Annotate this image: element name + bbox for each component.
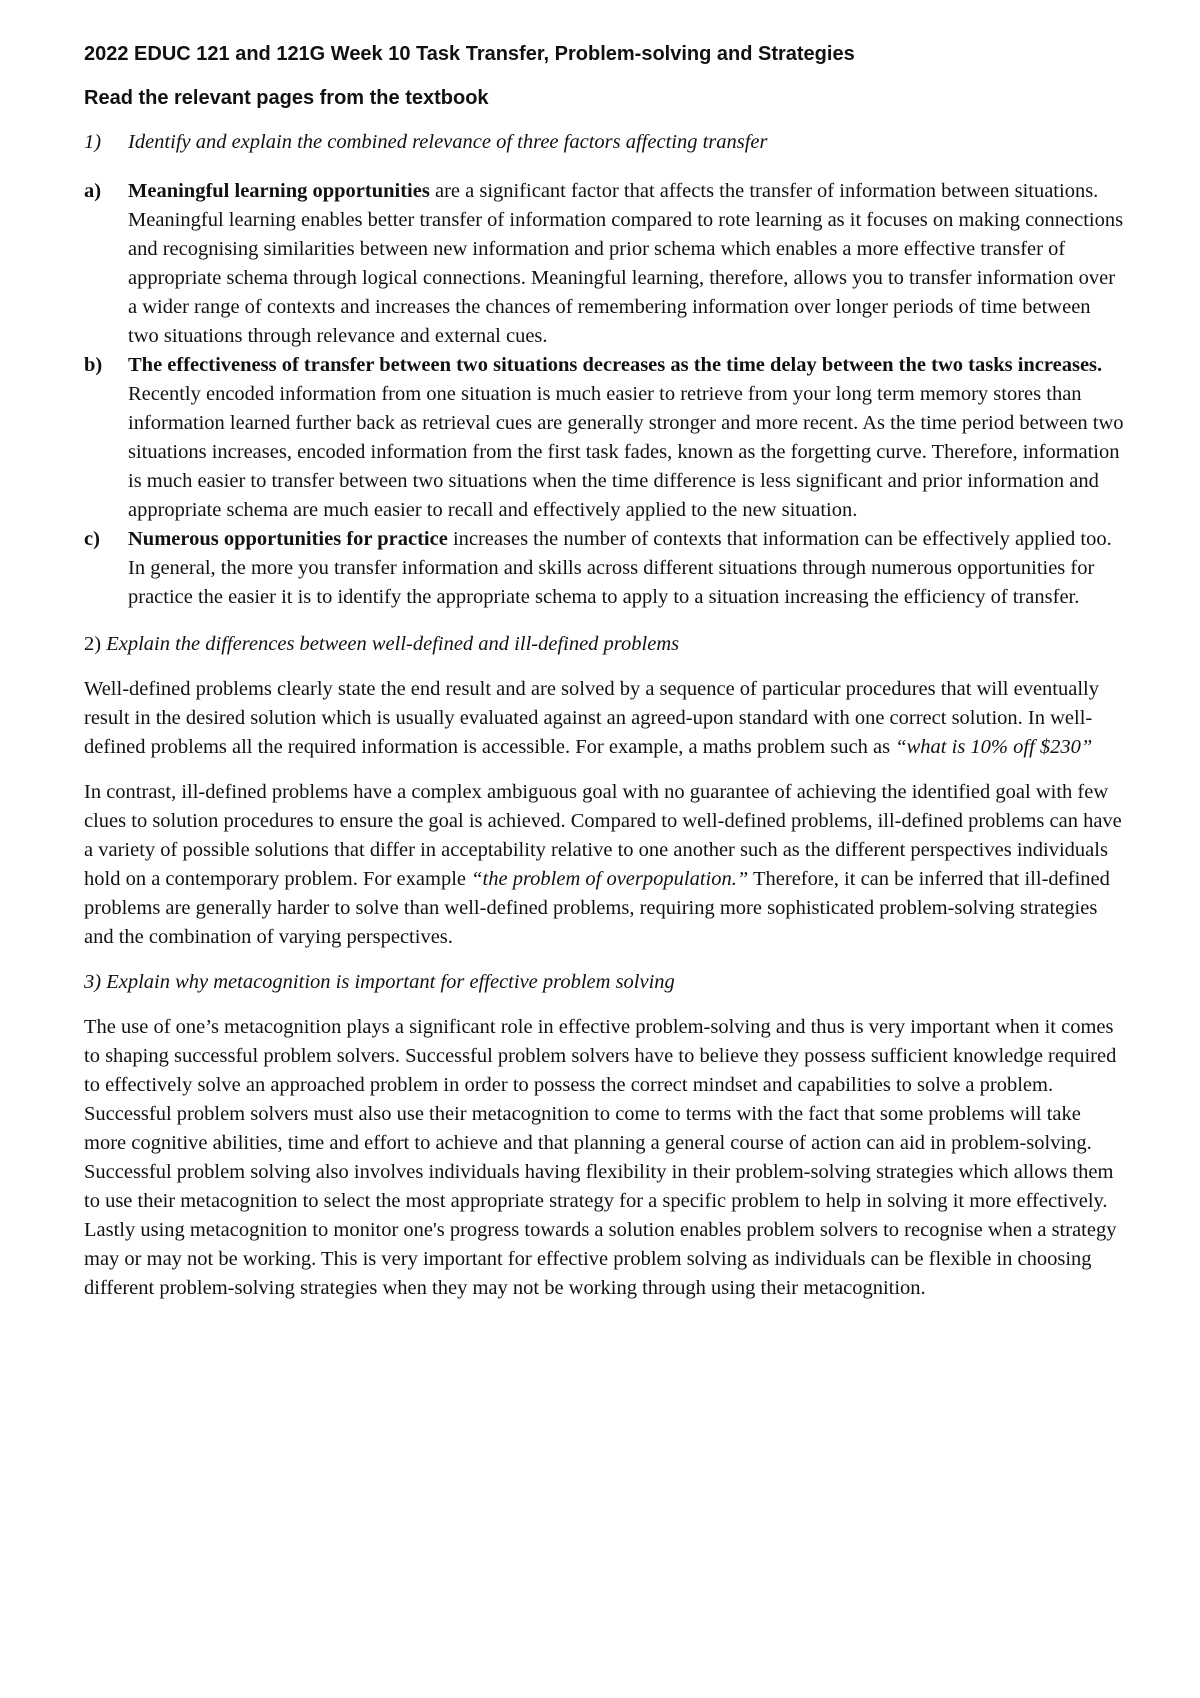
answer-1a-text: are a significant factor that affects the transfer of information between situations. Meaningful learning enables better transfer of information compared to rote learning as it focuses on making connections and recognising similarities between new information and prior schema which enables a more effective transfer of appropriate schema through logical connections. Meaningful learning, therefore, allows you to transfer information over a wider range of contexts and increases the chances of remembering information over longer periods of time between two situations through relevance and external cues.: [128, 180, 1124, 347]
answer-1a: [84, 177, 1124, 351]
question-2-number: 2): [84, 633, 102, 655]
question-2: [84, 630, 1124, 659]
answer-2-p1-text: Well-defined problems clearly state the end result and are solved by a sequence of particular procedures that will eventually result in the desired solution which is usually evaluated against an agreed-upon standard with one correct solution. In well-defined problems all the required information is accessible. For example, a maths problem such as: [84, 678, 1099, 758]
answer-2-paragraph-2: [84, 778, 1124, 952]
answer-1c-text: increases the number of contexts that information can be effectively applied too. In general, the more you transfer information and skills across different situations through numerous opportunities for practice the easier it is to identify the appropriate schema to apply to a situation increasing the efficiency of transfer.: [128, 528, 1112, 608]
answer-2-paragraph-1: [84, 675, 1124, 762]
answer-3-paragraph: The use of one’s metacognition plays a significant role in effective problem-solving and thus is very important when it comes to shaping successful problem solvers. Successful problem solvers have to believe they possess sufficient knowledge required to effectively solve an approached problem in order to possess the correct mindset and capabilities to solve a problem. Successful problem solvers must also use their metacognition to come to terms with the fact that some problems will take more cognitive abilities, time and effort to achieve and that planning a general course of action can aid in problem-solving. Successful problem solving also involves individuals having flexibility in their problem-solving strategies which allows them to use their metacognition to select the most appropriate strategy for a specific problem to help in solving it more effectively. Lastly using metacognition to monitor one's progress towards a solution enables problem solvers to recognise when a strategy may or may not be working. This is very important for effective problem solving as individuals can be flexible in choosing different problem-solving strategies when they may not be working through using their metacognition.: [84, 1016, 1117, 1299]
list-marker: a): [84, 180, 102, 202]
list-marker: b): [84, 354, 103, 376]
document-subtitle: Read the relevant pages from the textbook: [84, 87, 489, 109]
question-3: 3) Explain why metacognition is important for effective problem solving: [84, 971, 675, 993]
answer-1c-bold: Numerous opportunities for practice: [128, 528, 448, 550]
answer-1c: [84, 525, 1124, 612]
document-page: [84, 40, 1124, 1319]
answer-2-p2-text-before: In contrast, ill-defined problems have a complex ambiguous goal with no guarantee of achieving the identified goal with few clues to solution procedures to ensure the goal is achieved. Compared to well-defined problems, ill-defined problems can have a variety of possible solutions that differ in acceptability relative to one another such as the different perspectives individuals hold on a contemporary problem. For example: [84, 781, 1122, 890]
answer-1b-text: Recently encoded information from one situation is much easier to retrieve from your long term memory stores than information learned further back as retrieval cues are generally stronger and more recent. As the time period between two situations increases, encoded information from the first task fades, known as the forgetting curve. Therefore, information is much easier to transfer between two situations when the time difference is less significant and prior information and appropriate schema are much easier to recall and effectively applied to the new situation.: [128, 383, 1124, 521]
answer-1a-bold: Meaningful learning opportunities: [128, 180, 430, 202]
answer-1-list: [84, 177, 1124, 612]
question-1-number: 1): [84, 131, 102, 153]
list-marker: c): [84, 528, 100, 550]
answer-2-p2-example: “the problem of overpopulation.”: [471, 868, 749, 890]
question-1: [84, 128, 1124, 157]
answer-2-p1-example: “what is 10% off $230”: [895, 736, 1093, 758]
question-2-text: Explain the differences between well-defined and ill-defined problems: [101, 633, 680, 655]
document-title: 2022 EDUC 121 and 121G Week 10 Task Transfer, Problem-solving and Strategies: [84, 43, 855, 65]
answer-1b: [84, 351, 1124, 525]
question-1-text: Identify and explain the combined relevance of three factors affecting transfer: [128, 131, 768, 153]
answer-2-p2-text-after: Therefore, it can be inferred that ill-defined problems are generally harder to solve than well-defined problems, requiring more sophisticated problem-solving strategies and the combination of varying perspectives.: [84, 868, 1110, 948]
answer-1b-bold: The effectiveness of transfer between two situations decreases as the time delay between the two tasks increases.: [128, 354, 1103, 376]
